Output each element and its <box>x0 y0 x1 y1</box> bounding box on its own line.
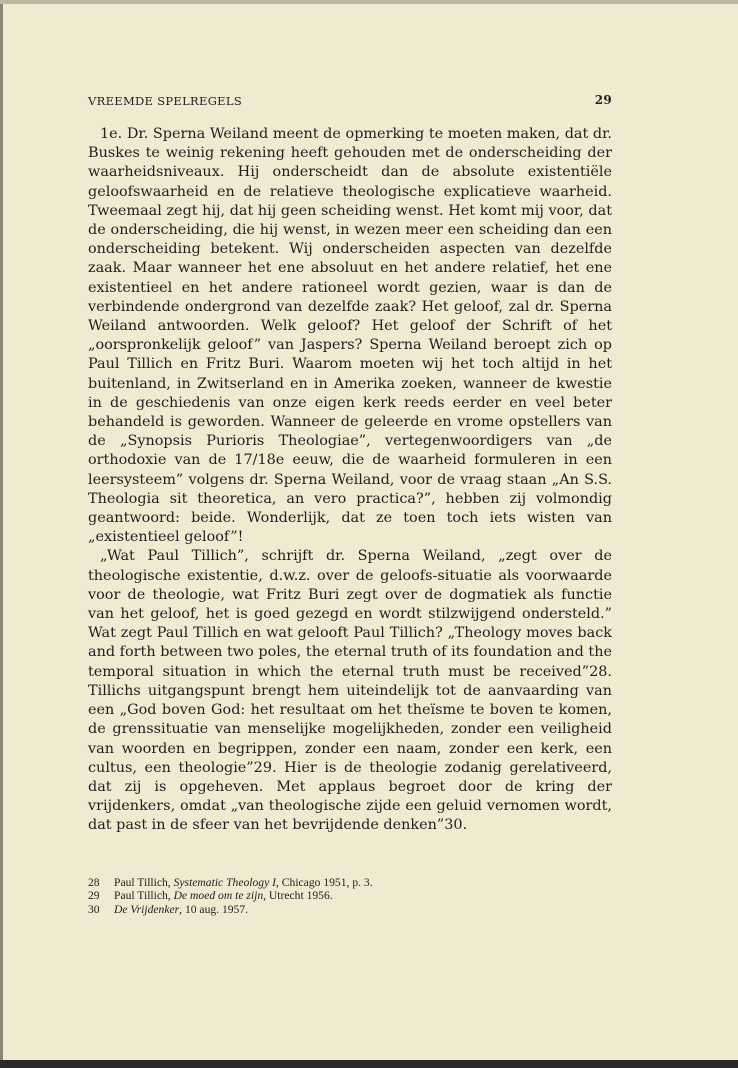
footnote <box>88 876 612 890</box>
footnote-number: 29 <box>88 889 100 903</box>
footnote-text-plain: Paul Tillich, <box>114 875 174 889</box>
footnote-text-rest: , 10 aug. 1957. <box>179 902 249 916</box>
book-page <box>88 92 612 916</box>
scan-left-edge <box>0 0 3 1068</box>
paragraph: „Wat Paul Tillich”, schrijft dr. Sperna Weiland, „zegt over de theologische existentie, d.w.z. over de geloofs-situatie als voorwaarde voor de theologie, wat Fritz Buri zegt over de dogmatiek als functie van het geloof, het is goed gezegd en wordt stilzwijgend ondersteld.” Wat zegt Paul Tillich en wat gelooft Paul Tillich? „Theology moves back and forth between two poles, the eternal truth of its foundation and the temporal situation in which the eternal truth must be received”28. Tillichs uitgangspunt brengt hem uiteindelijk tot de aanvaarding van een „God boven God: het resultaat om het theïsme te boven te komen, de grenssituatie van menselijke mogelijkheden, zonder een veiligheid van woorden en begrippen, zonder een naam, zonder een kerk, een cultus, een theologie”29. Hier is de theologie zodanig gerelativeerd, dat zij is opgeheven. Met applaus begroet door de kring der vrijdenkers, omdat „van theologische zijde een geluid vernomen wordt, dat past in de sfeer van het bevrijdende denken”30. <box>88 548 612 834</box>
footnote-text-plain: Paul Tillich, <box>114 889 174 903</box>
footnote-number: 30 <box>88 902 100 916</box>
footnote-text <box>114 889 333 903</box>
footnotes <box>88 876 612 917</box>
footnote-title: De moed om te zijn <box>173 889 264 903</box>
paragraph: 1e. Dr. Sperna Weiland meent de opmerking te moeten maken, dat dr. Buskes te weinig rekening heeft gehouden met de onderscheiding der waarheidsniveaux. Hij onderscheidt dan de absolute existentiële geloofswaarheid en de relatieve theologische explicatieve waarheid. Tweemaal zegt hij, dat hij geen scheiding wenst. Het komt mij voor, dat de onderscheiding, die hij wenst, in wezen meer een scheiding dan een onderscheiding betekent. Wij onderscheiden aspecten van dezelfde zaak. Maar wanneer het ene absoluut en het andere relatief, het ene existentieel en het andere rationeel wordt gezien, waar is dan de verbindende ondergrond van dezelfde zaak? Het geloof, zal dr. Sperna Weiland antwoorden. Welk geloof? Het geloof der Schrift of het „oorspronkelijk geloof” van Jaspers? Sperna Weiland beroept zich op Paul Tillich en Fritz Buri. Waarom moeten wij het toch altijd in het buitenland, in Zwitserland en in Amerika zoeken, wanneer de kwestie in de geschiedenis van onze eigen kerk reeds eerder en veel beter behandeld is geworden. Wanneer de geleerde en vrome opstellers van de „Synopsis Purioris Theologiae”, vertegenwoordigers van „de orthodoxie van de 17/18e eeuw, die de waarheid formuleren in een leersysteem” volgens dr. Sperna Weiland, voor de vraag staan „An S.S. Theologia sit theoretica, an vero practica?”, hebben zij volmondig geantwoord: beide. Wonderlijk, dat ze toen toch iets wisten van „existentieel geloof”! <box>88 126 612 546</box>
footnote-title: De Vrijdenker <box>114 902 180 916</box>
footnote <box>88 889 612 903</box>
footnote-text-rest: , Utrecht 1956. <box>263 889 333 903</box>
page-number: 29 <box>594 93 612 107</box>
footnote-number: 28 <box>88 875 100 889</box>
scan-top-edge <box>0 0 738 4</box>
running-title: VREEMDE SPELREGELS <box>88 94 242 108</box>
running-head <box>88 92 612 112</box>
footnote-text <box>114 903 248 917</box>
footnote-text <box>114 876 373 890</box>
footnote-text-rest: , Chicago 1951, p. 3. <box>276 875 373 889</box>
footnote <box>88 903 612 917</box>
body-text <box>88 125 612 836</box>
scan-bottom-edge <box>0 1060 738 1068</box>
footnote-title: Systematic Theology I <box>173 875 276 889</box>
